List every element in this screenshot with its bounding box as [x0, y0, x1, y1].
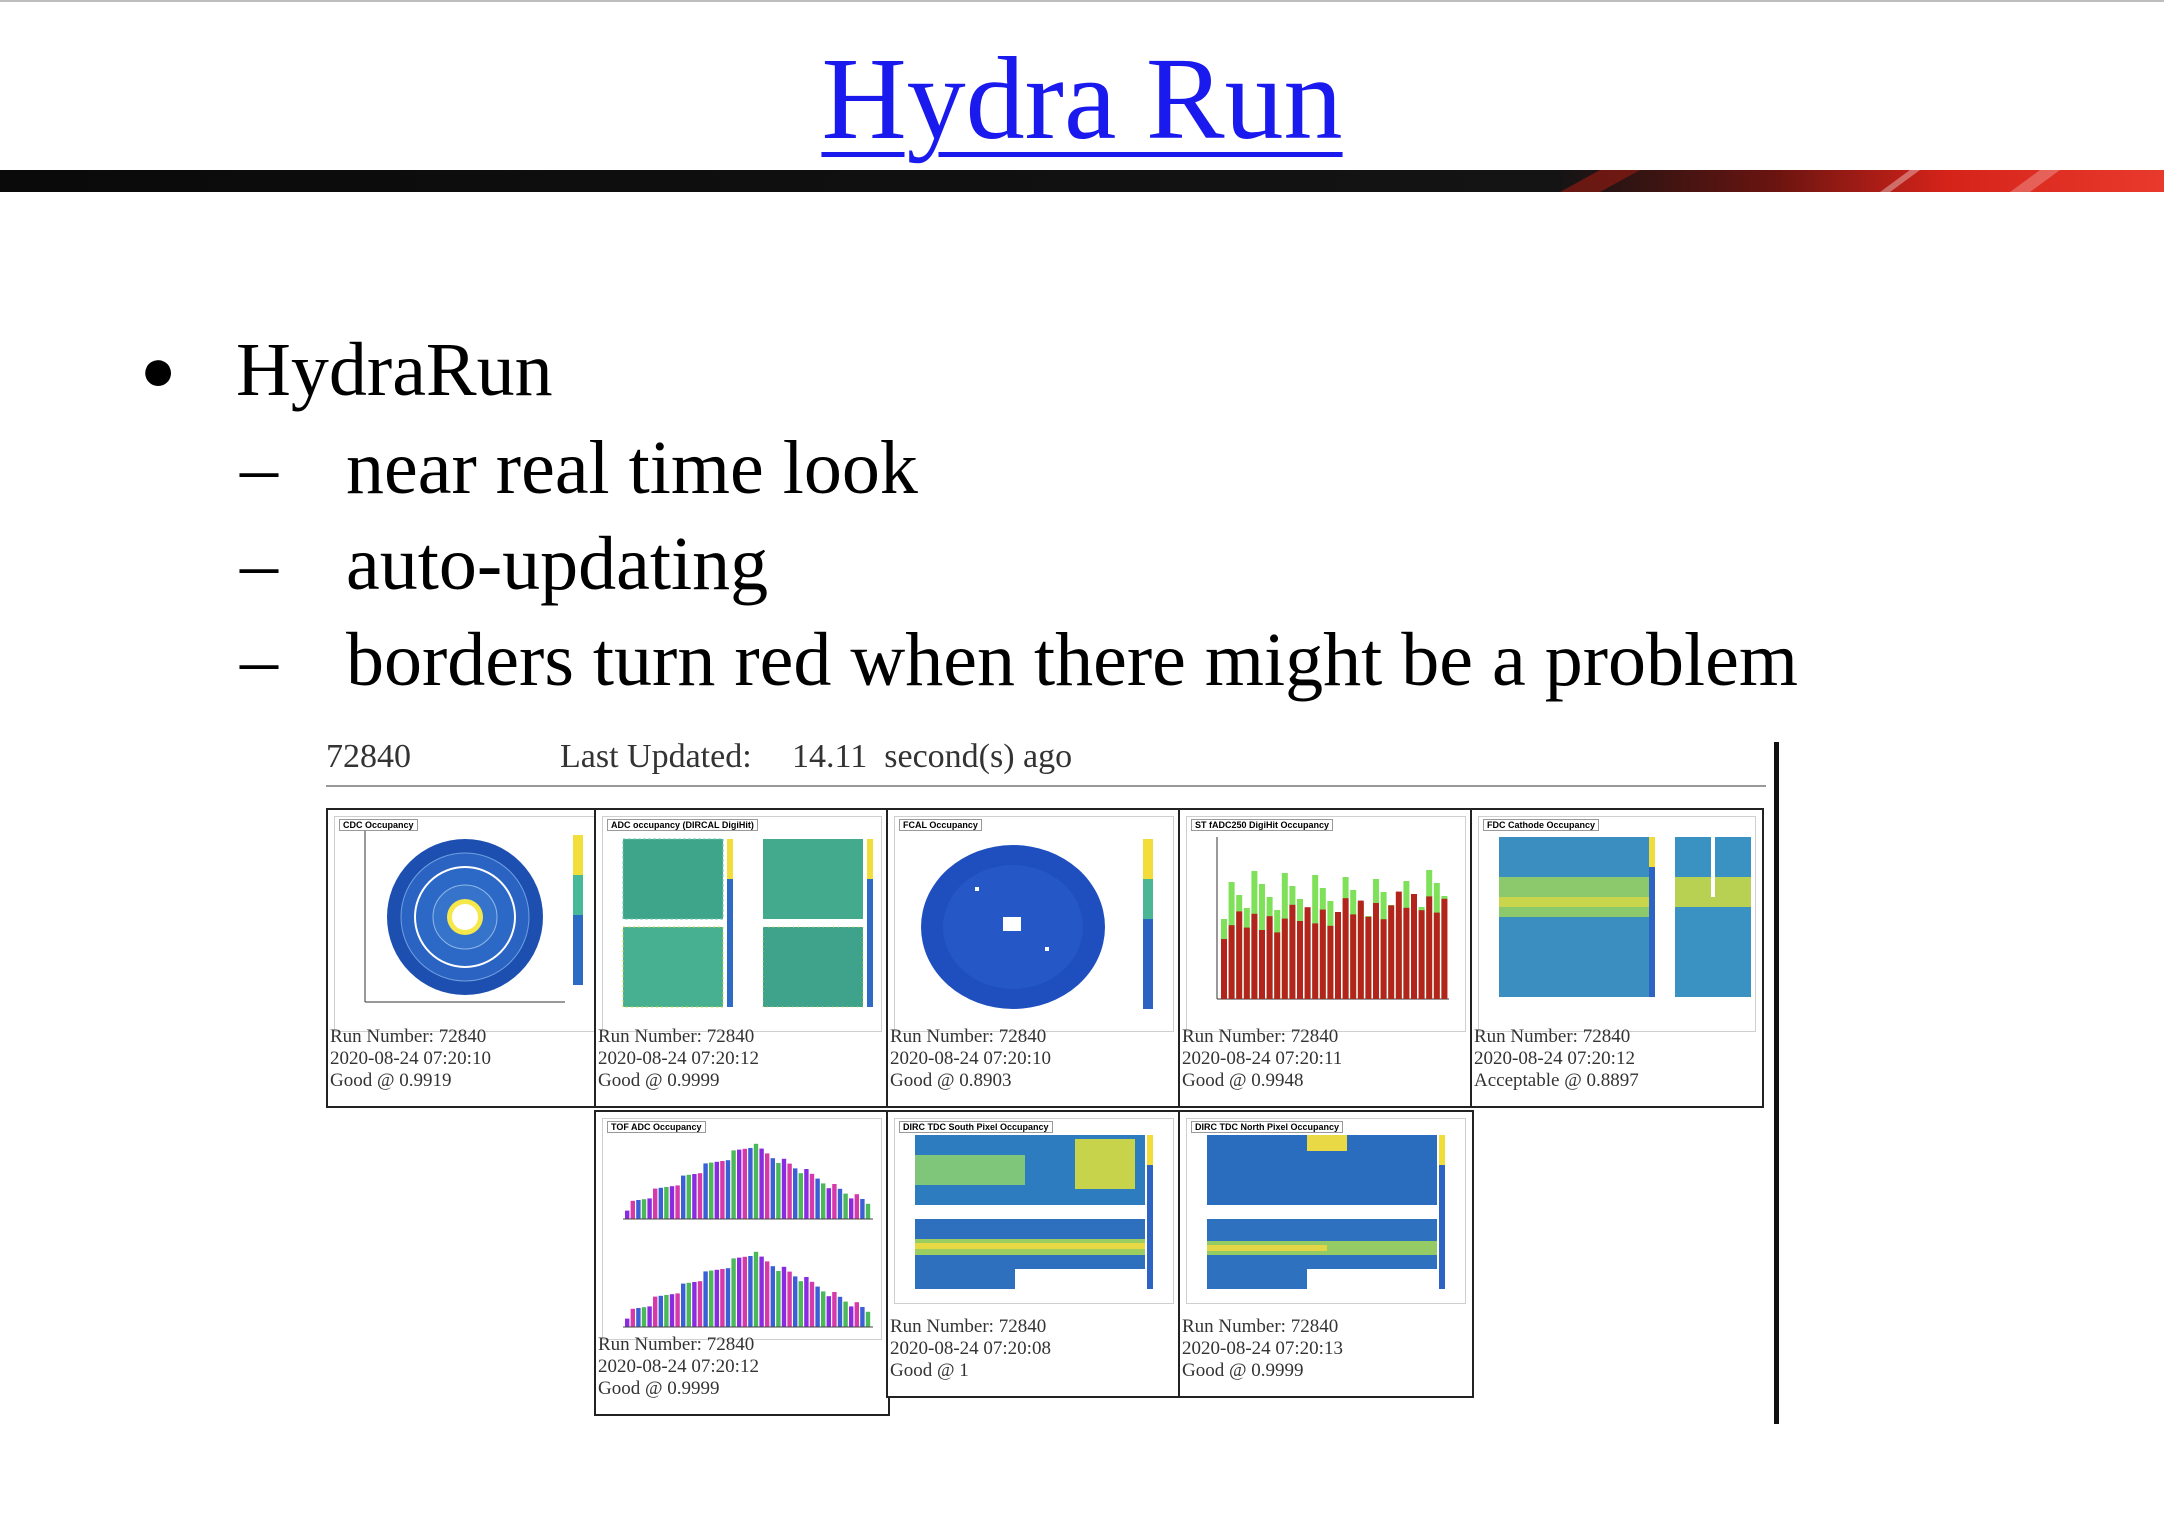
fdc-occupancy-image: [1479, 817, 1756, 1031]
thumbnail-bar: [1396, 892, 1402, 999]
cdc-occupancy-image: [335, 817, 614, 1031]
thumbnail-bar: [631, 1201, 635, 1219]
thumbnail-bar: [1373, 903, 1379, 999]
thumbnail-bar: [636, 1200, 640, 1219]
dashboard-header: [326, 738, 1766, 788]
thumbnail-bar: [647, 1198, 651, 1219]
thumbnail-bar: [692, 1174, 696, 1219]
thumbnail-bar: [793, 1276, 797, 1327]
thumbnail-bar: [670, 1186, 674, 1219]
thumbnail-bar: [653, 1189, 657, 1219]
thumbnail-bar: [675, 1185, 679, 1219]
thumbnail-bar: [866, 1204, 870, 1219]
st-occupancy-image: [1187, 817, 1466, 1031]
thumbnail-bar: [631, 1309, 635, 1327]
dashboard-divider: [326, 785, 1766, 787]
card-status: Good @ 1: [890, 1360, 969, 1381]
thumbnail-bar: [759, 1257, 763, 1327]
sub-bullet-dash: –: [240, 425, 278, 510]
thumbnail-bar: [1426, 896, 1432, 999]
thumbnail-bar: [821, 1183, 825, 1219]
thumbnail-bar: [698, 1173, 702, 1219]
thumbnail-bar: [726, 1268, 730, 1327]
thumbnail-bar: [827, 1188, 831, 1219]
thumbnail-bar: [625, 1211, 629, 1219]
thumbnail-bar: [1267, 916, 1273, 999]
thumbnail-bar: [1305, 907, 1311, 999]
card-time: 2020-08-24 07:20:12: [1474, 1048, 1635, 1069]
card-time: 2020-08-24 07:20:11: [1182, 1048, 1343, 1069]
plot-card-st[interactable]: [1178, 808, 1474, 1108]
thumbnail-bar: [1411, 894, 1417, 999]
dirc-south-plot[interactable]: [894, 1118, 1174, 1304]
plot-card-dirc-adc[interactable]: [594, 808, 890, 1108]
thumbnail-bar: [1259, 930, 1265, 999]
thumbnail-bar: [703, 1271, 707, 1327]
thumbnail-bar: [787, 1272, 791, 1327]
ago-label: second(s) ago: [884, 738, 1073, 775]
thumbnail-bar: [832, 1292, 836, 1327]
bullet-list: [140, 320, 2100, 708]
card-time: 2020-08-24 07:20:08: [890, 1338, 1051, 1359]
thumbnail-bar: [1441, 899, 1447, 999]
thumbnail-bar: [799, 1173, 803, 1219]
thumbnail-bar: [1335, 912, 1341, 999]
sub-bullet-item: [140, 612, 2100, 708]
card-time: 2020-08-24 07:20:12: [598, 1356, 759, 1377]
thumbnail-bar: [1251, 914, 1257, 999]
card-run: Run Number: 72840: [1182, 1026, 1339, 1047]
thumbnail-bar: [1403, 908, 1409, 999]
thumbnail-bar: [1282, 919, 1288, 999]
card-info: [1182, 1316, 1343, 1382]
plot-title: CDC Occupancy: [339, 819, 418, 831]
thumbnail-bar: [743, 1257, 747, 1327]
thumbnail-bar: [1343, 898, 1349, 999]
plot-card-tof[interactable]: [594, 1110, 890, 1416]
thumbnail-bar: [855, 1302, 859, 1327]
title-bar: [0, 170, 2164, 192]
slide-title[interactable]: Hydra Run: [821, 33, 1343, 164]
thumbnail-bar: [1381, 919, 1387, 999]
thumbnail-bar: [810, 1174, 814, 1219]
thumbnail-bar: [670, 1294, 674, 1327]
thumbnail-bar: [754, 1144, 758, 1219]
card-run: Run Number: 72840: [1474, 1026, 1631, 1047]
thumbnail-bar: [748, 1256, 752, 1327]
thumbnail-bar: [815, 1179, 819, 1219]
thumbnail-bar: [866, 1312, 870, 1327]
fdc-occupancy-plot[interactable]: [1478, 816, 1756, 1032]
thumbnail-bar: [782, 1159, 786, 1219]
thumbnail-bar: [1434, 913, 1440, 999]
card-time: 2020-08-24 07:20:10: [890, 1048, 1051, 1069]
thumbnail-bar: [1229, 925, 1235, 999]
thumbnail-bar: [1221, 939, 1227, 999]
sub-bullet-text: borders turn red when there might be a problem: [346, 617, 1798, 702]
card-time: 2020-08-24 07:20:13: [1182, 1338, 1343, 1359]
thumbnail-bar: [810, 1282, 814, 1327]
card-info: [330, 1026, 491, 1092]
thumbnail-bar: [743, 1149, 747, 1219]
sub-bullet-item: [140, 420, 2100, 516]
card-info: [890, 1316, 1051, 1382]
dashboard-edge: [1774, 742, 1779, 1424]
card-run: Run Number: 72840: [598, 1026, 755, 1047]
plot-title: ADC occupancy (DIRCAL DigiHit): [607, 819, 758, 831]
thumbnail-bar: [715, 1270, 719, 1327]
thumbnail-bar: [681, 1284, 685, 1327]
top-divider: [0, 0, 2164, 2]
last-updated-label: Last Updated:: [560, 738, 752, 775]
dirc-south-image: [895, 1119, 1174, 1303]
thumbnail-bar: [720, 1269, 724, 1327]
bullet-dot: ●: [140, 336, 177, 403]
thumbnail-bar: [832, 1184, 836, 1219]
thumbnail-bar: [782, 1267, 786, 1327]
card-info: [1182, 1026, 1342, 1092]
thumbnail-bar: [698, 1281, 702, 1327]
sub-bullet-item: [140, 516, 2100, 612]
thumbnail-bar: [647, 1306, 651, 1327]
thumbnail-bar: [776, 1163, 780, 1219]
plot-card-dirc-south[interactable]: [886, 1110, 1182, 1398]
thumbnail-bar: [1244, 928, 1250, 999]
card-status: Good @ 0.9948: [1182, 1070, 1304, 1091]
thumbnail-bar: [787, 1164, 791, 1219]
card-info: [1474, 1026, 1639, 1092]
thumbnail-bar: [731, 1258, 735, 1327]
plot-title: DIRC TDC North Pixel Occupancy: [1191, 1121, 1343, 1133]
thumbnail-bar: [860, 1307, 864, 1327]
thumbnail-bar: [737, 1258, 741, 1327]
fcal-occupancy-image: [895, 817, 1174, 1031]
card-run: Run Number: 72840: [1182, 1316, 1339, 1337]
thumbnail-bar: [636, 1308, 640, 1327]
card-info: [598, 1026, 759, 1092]
thumbnail-bar: [849, 1198, 853, 1219]
dirc-north-plot[interactable]: [1186, 1118, 1466, 1304]
thumbnail-bar: [720, 1161, 724, 1219]
sub-bullet-dash: –: [240, 521, 278, 606]
thumbnail-bar: [776, 1271, 780, 1327]
plot-title: DIRC TDC South Pixel Occupancy: [899, 1121, 1053, 1133]
thumbnail-bar: [804, 1277, 808, 1327]
thumbnail-bar: [1274, 932, 1280, 999]
thumbnail-bar: [709, 1163, 713, 1219]
thumbnail-bar: [715, 1162, 719, 1219]
tof-occupancy-image: [603, 1119, 882, 1339]
thumbnail-bar: [1312, 923, 1318, 999]
card-time: 2020-08-24 07:20:12: [598, 1048, 759, 1069]
thumbnail-bar: [827, 1296, 831, 1327]
card-status: Good @ 0.9999: [598, 1378, 720, 1399]
card-time: 2020-08-24 07:20:10: [330, 1048, 491, 1069]
thumbnail-bar: [1289, 905, 1295, 999]
plot-title: ST fADC250 DigiHit Occupancy: [1191, 819, 1333, 831]
thumbnail-bar: [709, 1271, 713, 1327]
card-run: Run Number: 72840: [598, 1334, 755, 1355]
thumbnail-bar: [860, 1199, 864, 1219]
thumbnail-bar: [765, 1153, 769, 1219]
tof-occupancy-plot[interactable]: [602, 1118, 882, 1340]
thumbnail-bar: [664, 1295, 668, 1327]
plot-card-fcal[interactable]: [886, 808, 1182, 1108]
card-run: Run Number: 72840: [890, 1316, 1047, 1337]
sub-bullet-text: auto-updating: [346, 521, 769, 606]
fcal-occupancy-plot[interactable]: [894, 816, 1174, 1032]
run-number: 72840: [326, 738, 411, 775]
sub-bullet-text: near real time look: [346, 425, 918, 510]
sub-bullet-dash: –: [240, 617, 278, 702]
card-status: Good @ 0.9999: [598, 1070, 720, 1091]
dirc-north-image: [1187, 1119, 1466, 1303]
thumbnail-bar: [1320, 910, 1326, 999]
thumbnail-bar: [675, 1293, 679, 1327]
thumbnail-bar: [838, 1297, 842, 1327]
thumbnail-bar: [681, 1176, 685, 1219]
thumbnail-bar: [703, 1163, 707, 1219]
thumbnail-bar: [793, 1168, 797, 1219]
thumbnail-bar: [771, 1266, 775, 1327]
thumbnail-bar: [687, 1283, 691, 1327]
thumbnail-bar: [653, 1297, 657, 1327]
thumbnail-bar: [765, 1261, 769, 1327]
plot-card-dirc-north[interactable]: [1178, 1110, 1474, 1398]
card-info: [598, 1334, 759, 1400]
thumbnail-bar: [1365, 917, 1371, 999]
thumbnail-bar: [1419, 910, 1425, 999]
thumbnail-bar: [692, 1282, 696, 1327]
bullet-text: HydraRun: [236, 327, 553, 412]
dirc-occupancy-plot[interactable]: [602, 816, 882, 1032]
thumbnail-bar: [754, 1252, 758, 1327]
thumbnail-bar: [1236, 911, 1242, 999]
thumbnail-bar: [843, 1302, 847, 1327]
thumbnail-bar: [659, 1296, 663, 1327]
thumbnail-bar: [642, 1307, 646, 1327]
thumbnail-bar: [1327, 926, 1333, 999]
thumbnail-bar: [804, 1169, 808, 1219]
thumbnail-bar: [849, 1306, 853, 1327]
thumbnail-bar: [771, 1158, 775, 1219]
thumbnail-bar: [799, 1281, 803, 1327]
thumbnail-bar: [731, 1150, 735, 1219]
thumbnail-bar: [664, 1187, 668, 1219]
thumbnail-bar: [855, 1194, 859, 1219]
bullet-item: [140, 320, 2100, 420]
thumbnail-bar: [748, 1148, 752, 1219]
thumbnail-bar: [726, 1160, 730, 1219]
thumbnail-bar: [815, 1287, 819, 1327]
card-status: Acceptable @ 0.8897: [1474, 1070, 1639, 1091]
dirc-occupancy-image: [603, 817, 882, 1031]
card-status: Good @ 0.9919: [330, 1070, 452, 1091]
card-info: [890, 1026, 1051, 1092]
thumbnail-bar: [687, 1175, 691, 1219]
thumbnail-bar: [1297, 921, 1303, 999]
plot-title: TOF ADC Occupancy: [607, 1121, 706, 1133]
thumbnail-bar: [759, 1149, 763, 1219]
card-run: Run Number: 72840: [890, 1026, 1047, 1047]
card-run: Run Number: 72840: [330, 1026, 487, 1047]
last-updated-value: [792, 738, 1072, 776]
card-status: Good @ 0.8903: [890, 1070, 1012, 1091]
thumbnail-bar: [838, 1189, 842, 1219]
thumbnail-bar: [625, 1319, 629, 1327]
cdc-occupancy-plot[interactable]: [334, 816, 614, 1032]
seconds-value: 14.11: [792, 738, 868, 775]
thumbnail-bar: [1358, 901, 1364, 999]
thumbnail-bar: [659, 1188, 663, 1219]
plot-card-cdc[interactable]: [326, 808, 622, 1108]
thumbnail-bar: [843, 1194, 847, 1219]
thumbnail-bar: [1350, 914, 1356, 999]
plot-card-fdc[interactable]: [1470, 808, 1764, 1108]
st-occupancy-plot[interactable]: [1186, 816, 1466, 1032]
card-status: Good @ 0.9999: [1182, 1360, 1304, 1381]
plot-title: FDC Cathode Occupancy: [1483, 819, 1599, 831]
plot-title: FCAL Occupancy: [899, 819, 982, 831]
thumbnail-bar: [737, 1150, 741, 1219]
thumbnail-bar: [642, 1199, 646, 1219]
thumbnail-bar: [1388, 905, 1394, 999]
thumbnail-bar: [821, 1291, 825, 1327]
